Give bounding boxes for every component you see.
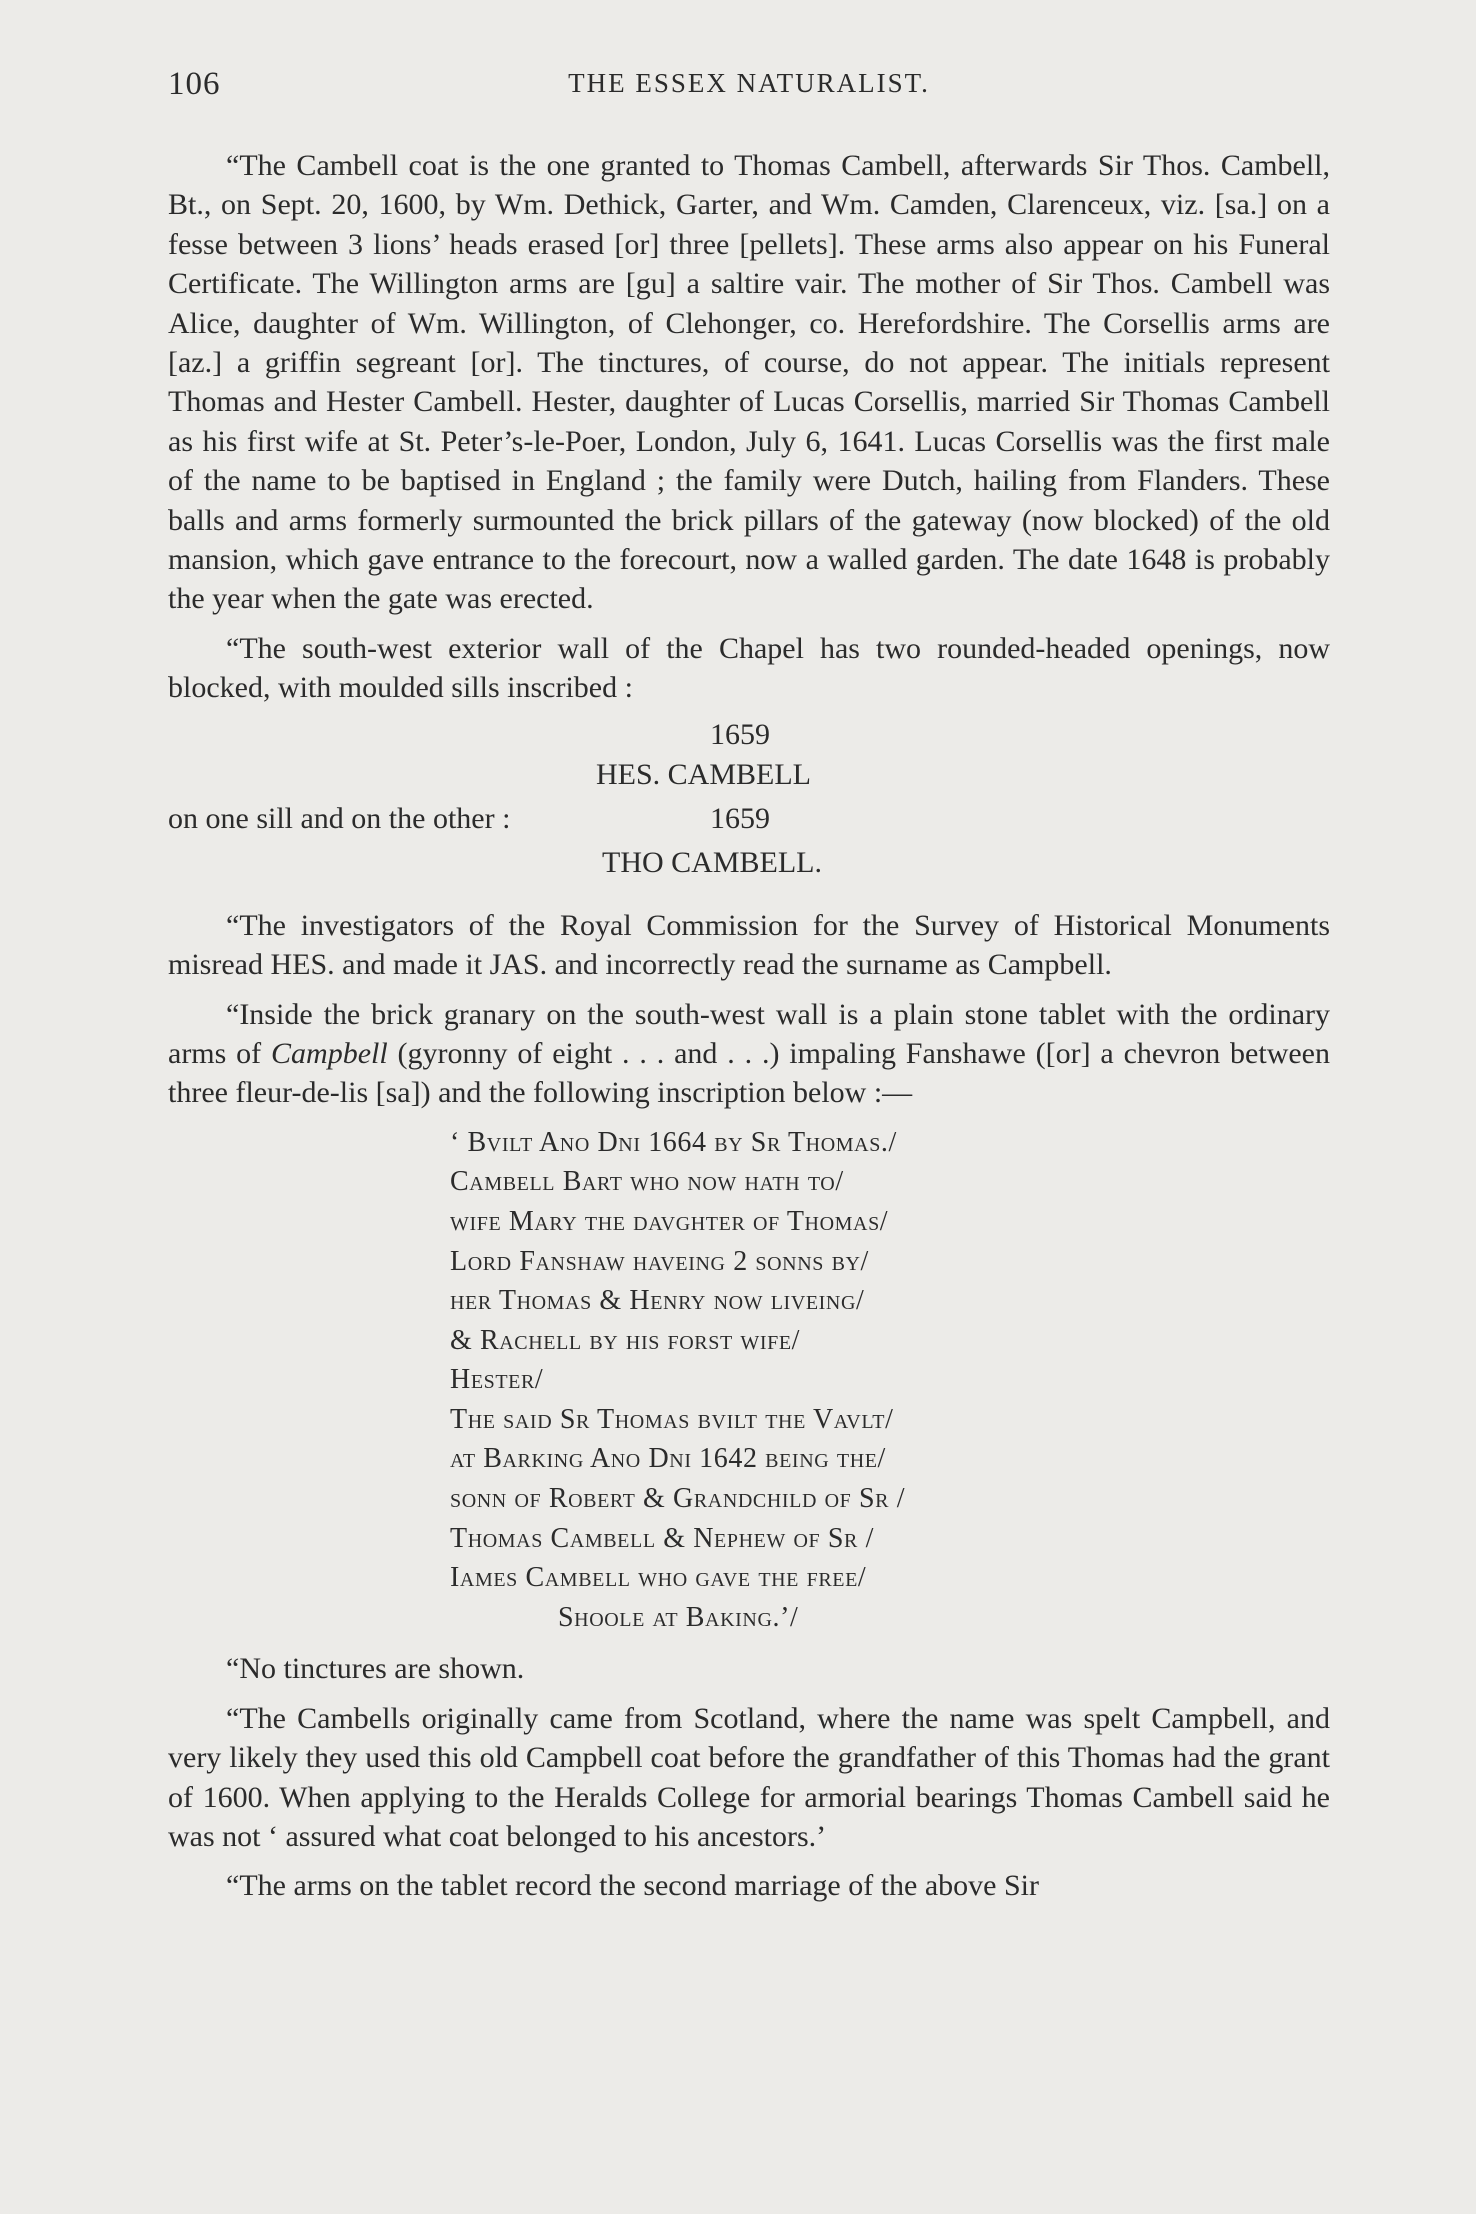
inscription-line: The said Sr Thomas bvilt the Vavlt/: [450, 1403, 894, 1435]
paragraph-no-tinctures: “No tinctures are shown.: [226, 1652, 525, 1686]
sill-name-2: THO CAMBELL.: [602, 845, 822, 879]
paragraph-royal-commission: “The investigators of the Royal Commission for the Survey of Historical Monuments misread HES. and made it JAS. and incorrectly read the surname as Campbell.: [168, 908, 1330, 982]
inscription-line: wife Mary the davghter of Thomas/: [450, 1205, 889, 1237]
sill-year-1: 1659: [710, 717, 770, 751]
page-number: 106: [168, 66, 221, 102]
paragraph-second-marriage: “The arms on the tablet record the second marriage of the above Sir: [226, 1869, 1040, 1903]
sill-year-2: 1659: [710, 801, 770, 835]
inscription-line: Thomas Cambell & Nephew of Sr /: [450, 1522, 874, 1554]
sill-name-1: HES. CAMBELL: [596, 757, 812, 791]
paragraph-granary-tablet: [168, 995, 1330, 1113]
paragraph-chapel-sills: “The south-west exterior wall of the Chapel has two rounded-headed openings, now blocked, with moulded sills inscribed :: [168, 631, 1330, 705]
journal-title: THE ESSEX NATURALIST.: [568, 68, 930, 98]
running-head: [168, 66, 1330, 110]
tablet-inscription: [168, 1123, 1330, 1638]
sill-inscriptions: [168, 718, 1330, 896]
inscription-line: Cambell Bart who now hath to/: [450, 1166, 844, 1198]
inscription-line: Lord Fanshaw haveing 2 sonns by/: [450, 1245, 869, 1277]
tablet-campbell-italic: Campbell: [271, 1036, 388, 1070]
inscription-line: sonn of Robert & Grandchild of Sr /: [450, 1483, 906, 1515]
paragraph-cambell-coat: “The Cambell coat is the one granted to Thomas Cambell, afterwards Sir Thos. Cambell, Bt., on Sept. 20, 1600, by Wm. Dethick, Garter, and Wm. Camden, Clarenceux, viz. [sa.] on a fesse between 3 lions’ heads erased [or] three [pellets]. These arms also appear on his Funeral Certificate. The Willington arms are [gu] a saltire vair. The mother of Sir Thos. Cambell was Alice, daughter of Wm. Willington, of Clehonger, co. Herefordshire. The Corsellis arms are [az.] a griffin segreant [or]. The tinctures, of course, do not appear. The initials represent Thomas and Hester Cambell. Hester, daughter of Lucas Corsellis, married Sir Thomas Cambell as his first wife at St. Peter’s-le-Poer, London, July 6, 1641. Lucas Corsellis was the first male of the name to be baptised in England ; the family were Dutch, hailing from Flanders. These balls and arms formerly surmounted the brick pillars of the gateway (now blocked) of the old mansion, which gave entrance to the forecourt, now a walled garden. The date 1648 is probably the year when the gate was erected.: [168, 149, 1330, 616]
inscription-line: ‘ Bvilt Ano Dni 1664 by Sr Thomas./: [450, 1126, 897, 1158]
inscription-line: & Rachell by his forst wife/: [450, 1324, 801, 1356]
inscription-line: her Thomas & Henry now liveing/: [450, 1285, 865, 1317]
inscription-line: Shoole at Baking.’/: [558, 1601, 799, 1633]
tablet-text-before: “Inside the brick granary on the south-west wall is a plain stone tablet with the ordinary arms of: [168, 997, 1330, 1070]
sill-connector: on one sill and on the other :: [168, 801, 511, 835]
paragraph-scotland-origin: “The Cambells originally came from Scotland, where the name was spelt Campbell, and very likely they used this old Campbell coat before the grandfather of this Thomas had the grant of 1600. When applying to the Heralds College for armorial bearings Thomas Cambell said he was not ‘ assured what coat belonged to his ancestors.’: [168, 1701, 1330, 1854]
inscription-line: at Barking Ano Dni 1642 being the/: [450, 1443, 886, 1475]
body-text: [168, 146, 1330, 1916]
inscription-line: Iames Cambell who gave the free/: [450, 1562, 867, 1594]
inscription-line: Hester/: [450, 1364, 544, 1396]
tablet-text-after: (gyronny of eight . . . and . . .) impaling Fanshawe ([or] a chevron between three fleur-de-lis [sa]) and the following inscription below :—: [168, 1036, 1331, 1110]
